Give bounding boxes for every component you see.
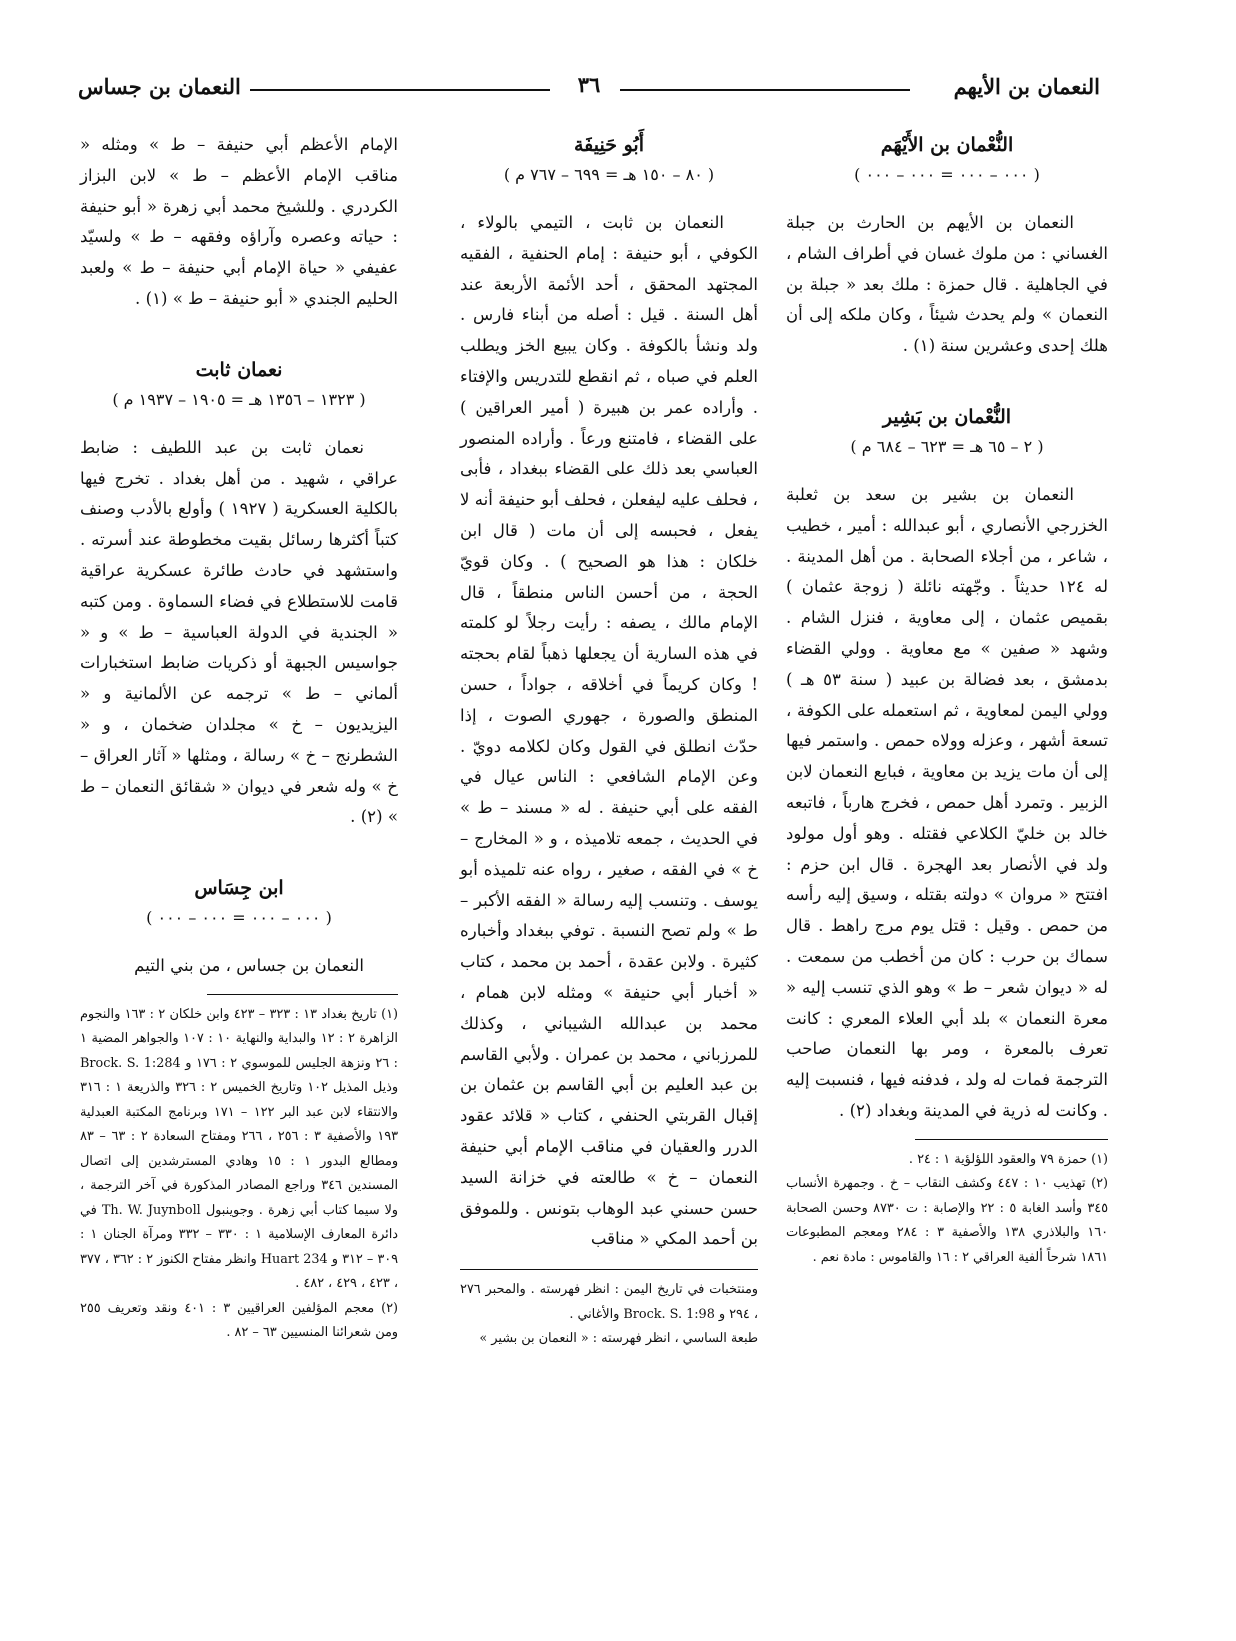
entry-dates: ( ٢ – ٦٥ هـ = ٦٢٣ – ٦٨٤ م ) xyxy=(850,436,1044,456)
footnote-rule xyxy=(915,1139,1108,1140)
running-head-left: النعمان بن جساس xyxy=(78,74,241,99)
entry-paragraph: نعمان ثابت بن عبد اللطيف : ضابط عراقي ، شهيد . من أهل بغداد . تخرج فيها بالكلية العسكرية ( ١٩٢٧ ) وأولع بالأدب وصنف كتباً أكثرها رسائل بقيت مخطوطة عند أسرته . واستشهد في حادث طائرة عسكرية عراقية قامت للاستطلاع في فضاء السماوة . ومن كتبه « الجندية في الدولة العباسية – ط » و « جواسيس الجبهة أو ذكريات ضابط استخبارات ألماني – ط » ترجمه عن الألمانية و « اليزيديون – خ » مجلدان ضخمان ، و « الشطرنج – خ » رسالة ، ومثلها « آثار العراق – خ » وله شعر في ديوان « شقائق النعمان – ط » (٢) . xyxy=(80,437,398,827)
entry-title: ابن جِسَاس xyxy=(194,877,284,900)
footnote: (١) تاريخ بغداد ١٣ : ٣٢٣ – ٤٢٣ وابن خلكان ٢ : ١٦٣ والنجوم الزاهرة ٢ : ١٢ والبداية والنهاية ١٠ : ١٠٧ والجواهر المضية ١ : ٢٦ ونزهة الجليس للموسوي ٢ : ١٧٦ و Brock. S. 1:284 وذيل المذيل ١٠٢ وتاريخ الخميس ٢ : ٣٢٦ والذريعة ١ : ٣١٦ والانتقاء لابن عبد البر ١٢٢ – ١٧١ وبرنامج المكتبة العبدلية ١٩٣ والأصفية ٣ : ٢٥٦ ، ٢٦٦ ومفتاح السعادة ٢ : ٦٣ – ٨٣ ومطالع البدور ١ : ١٥ وهادي المسترشدين إلى اتصال المسندين ٣٤٦ وراجع المصادر المذكورة في آخر الترجمة ، ولا سيما كتاب أبي زهرة . وجوينبول Th. W. Juynboll في دائرة المعارف الإسلامية ١ : ٣٣٠ – ٣٣٢ ومرآة الجنان ١ : ٣٠٩ – ٣١٢ و Huart 234 وانظر مفتاح الكنوز ٢ : ٣٦٢ ، ٣٧٧ ، ٤٢٣ ، ٤٢٩ ، ٤٨٢ . xyxy=(80,1006,399,1292)
header-rule-left xyxy=(250,89,550,91)
entry-paragraph: النعمان بن بشير بن سعد بن ثعلبة الخزرجي الأنصاري ، أبو عبدالله : أمير ، خطيب ، شاعر ، من أجلاء الصحابة . من أهل المدينة . له ١٢٤ حديثاً . وجّهته نائلة ( زوجة عثمان ) بقميص عثمان ، إلى معاوية ، فنزل الشام . وشهد « صفين » مع معاوية . وولي القضاء بدمشق ، بعد فضالة بن عبيد ( سنة ٥٣ هـ ) وولي اليمن لمعاوية ، ثم استعمله على الكوفة ، تسعة أشهر ، وعزله وولاه حمص . واستمر فيها إلى أن مات يزيد بن معاوية ، فبايع النعمان لابن الزبير . وتمرد أهل حمص ، فخرج هارباً ، فاتبعه خالد بن خليّ الكلاعي فقتله . وهو أول مولود ولد في الأنصار بعد الهجرة . قال ابن حزم : افتتح « مروان » دولته بقتله ، وسيق إليه رأسه من حمص . وقيل : قتل يوم مرج راهط . قال سماك بن حرب : كان من أخطب من سمعت . له « ديوان شعر – ط » وهو الذي تنسب إليه « معرة النعمان » بلد أبي العلاء المعري : كانت تعرف بالمعرة ، ومر بها النعمان صاحب الترجمة فمات له ولد ، فدفنه فيها ، فنسبت إليه . وكانت له ذرية في المدينة وبغداد (٢) . xyxy=(786,484,1109,1120)
entry-dates: ( ١٣٢٣ – ١٣٥٦ هـ = ١٩٠٥ – ١٩٣٧ م ) xyxy=(112,389,366,409)
entry-body xyxy=(80,433,398,833)
entry-body xyxy=(80,951,398,982)
entry-body xyxy=(80,130,398,315)
entry-body xyxy=(786,480,1108,1127)
entry-body xyxy=(460,208,758,1255)
footnote: (٢) تهذيب ١٠ : ٤٤٧ وكشف النقاب – خ . وجمهرة الأنساب ٣٤٥ وأسد الغابة ٥ : ٢٢ والإصابة : ت ٨٧٣٠ وحسن الصحابة ١٦٠ والبلاذري ١٣٨ والأصفية ٣ : ٢٨٤ ومعجم المطبوعات ١٨٦١ شرحاً ألفية العراقي ٢ : ١٦ والقاموس : مادة نعم . xyxy=(786,1176,1109,1265)
running-head-right: النعمان بن الأيهم xyxy=(953,74,1100,99)
entry-dates: ( ٠٠٠ – ٠٠٠ = ٠٠٠ – ٠٠٠ ) xyxy=(854,165,1040,184)
footnote: طبعة الساسي ، انظر فهرسته : « النعمان بن بشير » xyxy=(479,1331,758,1347)
entry-title: نعمان ثابت xyxy=(195,358,283,381)
entry-title: أَبُو حَنِيفَة xyxy=(573,134,644,156)
footnotes xyxy=(80,1003,398,1346)
entry-paragraph: النعمان بن الأيهم بن الحارث بن جبلة الغساني : من ملوك غسان في أطراف الشام ، في الجاهلية . قال حمزة : ملك بعد « جبلة بن النعمان » ولم يحدث شيئاً ، وكان ملكه إلى أن هلك إحدى وعشرين سنة (١) . xyxy=(786,213,1108,356)
column-left xyxy=(80,130,398,1346)
footnote-rule xyxy=(460,1269,758,1270)
header-rule-right xyxy=(620,89,910,91)
entry-paragraph: النعمان بن ثابت ، التيمي بالولاء ، الكوفي ، أبو حنيفة : إمام الحنفية ، الفقيه المجتهد المحقق ، أحد الأئمة الأربعة عند أهل السنة . قيل : أصله من أبناء فارس . ولد ونشأ بالكوفة . وكان يبيع الخز ويطلب العلم في صباه ، ثم انقطع للتدريس والإفتاء . وأراده عمر بن هبيرة ( أمير العراقين ) على القضاء ، فامتنع ورعاً . وأراده المنصور العباسي بعد ذلك على القضاء ببغداد ، فأبى ، فحلف عليه ليفعلن ، فحلف أبو حنيفة أنه لا يفعل ، فحبسه إلى أن مات ( قال ابن خلكان : هذا هو الصحيح ) . وكان قويّ الحجة ، من أحسن الناس منطقاً ، قال الإمام مالك ، يصفه : رأيت رجلاً لو كلمته في هذه السارية أن يجعلها ذهباً لقام بحجته ! وكان كريماً في أخلاقه ، جواداً ، حسن المنطق والصورة ، جهوري الصوت ، إذا حدّث انطلق في القول وكان لكلامه دويّ . وعن الإمام الشافعي : الناس عيال في الفقه على أبي حنيفة . له « مسند – ط » في الحديث ، جمعه تلاميذه ، و « المخارج – خ » في الفقه ، صغير ، رواه عنه تلميذه أبو يوسف . وتنسب إليه رسالة « الفقه الأكبر – ط » ولم تصح النسبة . توفي ببغداد وأخباره كثيرة . ولابن عقدة ، أحمد بن محمد ، كتاب « أخبار أبي حنيفة » ومثله لابن همام ، محمد بن عبدالله الشيباني ، وكذلك للمرزباني ، محمد بن عمران . ولأبي القاسم بن عبد العليم بن أبي القاسم بن عثمان بن إقبال القربتي الحنفي ، كتاب « قلائد عقود الدرر والعقيان في مناقب الإمام أبي حنيفة النعمان – خ » طالعته في خزانة السيد حسن حسني عبد الوهاب بتونس . وللموفق بن أحمد المكي « مناقب xyxy=(460,213,758,1249)
entry-dates: ( ٨٠ – ١٥٠ هـ = ٦٩٩ – ٧٦٧ م ) xyxy=(503,165,715,184)
entry-title: النُّعْمان بن الأَيْهَم xyxy=(880,134,1014,156)
footnotes xyxy=(460,1278,758,1352)
footnote-rule xyxy=(207,994,398,995)
entry-dates: ( ٠٠٠ – ٠٠٠ = ٠٠٠ – ٠٠٠ ) xyxy=(146,908,332,928)
footnotes xyxy=(786,1148,1108,1271)
footnote: (٢) معجم المؤلفين العراقيين ٣ : ٤٠١ ونقد وتعريف ٢٥٥ ومن شعرائنا المنسيين ٦٣ – ٨٢ . xyxy=(80,1300,398,1341)
page-header xyxy=(78,70,1100,112)
footnote: (١) حمزة ٧٩ والعقود اللؤلؤية ١ : ٢٤ . xyxy=(908,1151,1108,1167)
entry-body xyxy=(786,208,1108,362)
entry-paragraph: النعمان بن جساس ، من بني التيم xyxy=(134,956,364,976)
entry-title: النُّعْمان بن بَشِير xyxy=(882,405,1012,428)
entry-paragraph-continued: الإمام الأعظم أبي حنيفة – ط » ومثله « مناقب الإمام الأعظم – ط » لابن البزاز الكردري . وللشيخ محمد أبي زهرة « أبو حنيفة : حياته وعصره وآراؤه وفقهه – ط » ولسيّد عفيفي « حياة الإمام أبي حنيفة – ط » ولعبد الحليم الجندي « أبو حنيفة – ط » (١) . xyxy=(80,135,398,308)
column-right xyxy=(786,130,1108,1270)
footnote: ومنتخبات في تاريخ اليمن : انظر فهرسته . والمحبر ٢٧٦ ، ٢٩٤ و Brock. S. 1:98 والأغاني . xyxy=(460,1282,758,1322)
page-number: ٣٦ xyxy=(572,72,607,97)
column-middle xyxy=(460,130,758,1352)
